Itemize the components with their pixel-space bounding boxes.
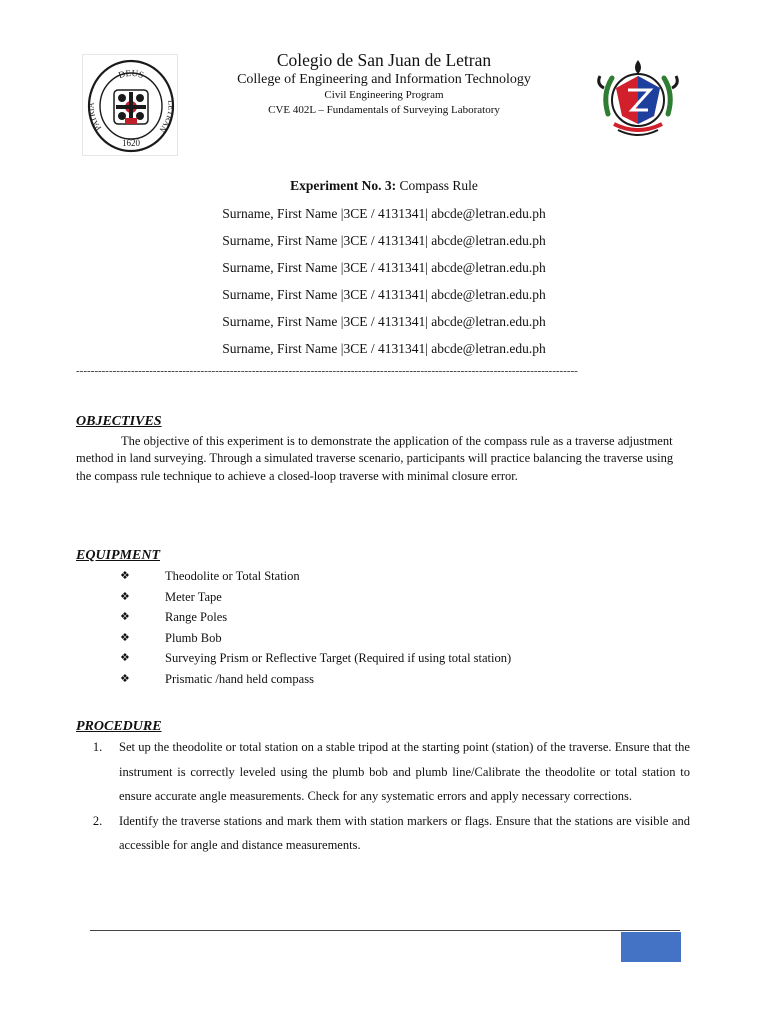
page-number-box xyxy=(621,932,681,962)
course-name: CVE 402L – Fundamentals of Surveying Laboratory xyxy=(268,104,500,116)
dashed-divider: ----------------------------------------------------------------------------------------------------------------------------------------- xyxy=(76,365,578,377)
member-line: Surname, First Name |3CE / 4131341| abcde@letran.edu.ph xyxy=(222,206,546,221)
member-line: Surname, First Name |3CE / 4131341| abcde@letran.edu.ph xyxy=(222,260,546,275)
experiment-label: Experiment No. 3: xyxy=(290,178,397,193)
list-item xyxy=(76,809,690,858)
seal-left-text: PATRIA xyxy=(86,102,104,133)
list-item xyxy=(120,587,511,608)
program-name: Civil Engineering Program xyxy=(324,89,444,101)
experiment-name: Compass Rule xyxy=(396,178,478,193)
equipment-item: Surveying Prism or Reflective Target (Required if using total station) xyxy=(165,651,512,666)
college-department: College of Engineering and Information Technology xyxy=(237,72,531,87)
equipment-item: Plumb Bob xyxy=(165,630,222,645)
equipment-item: Prismatic /hand held compass xyxy=(165,671,314,686)
list-item xyxy=(76,735,690,809)
diamond-bullet-icon: ❖ xyxy=(120,610,130,624)
college-name: Colegio de San Juan de Letran xyxy=(276,50,492,70)
diamond-bullet-icon: ❖ xyxy=(120,671,130,685)
equipment-item: Theodolite or Total Station xyxy=(165,569,300,583)
seal-year: 1620 xyxy=(122,138,140,148)
member-list xyxy=(0,200,768,362)
footer-rule xyxy=(90,930,680,931)
equipment-item: Meter Tape xyxy=(165,589,222,604)
diamond-bullet-icon: ❖ xyxy=(120,630,130,644)
objectives-paragraph: The objective of this experiment is to demonstrate the application of the compass rule as a traverse adjustment method in land surveying. Through a simulated traverse scenario, participants will practice balancing the traverse using the compass rule technique to achieve a closed-loop traverse with minimal closure error. xyxy=(76,434,674,483)
list-item xyxy=(120,628,511,649)
diamond-bullet-icon: ❖ xyxy=(120,569,130,582)
list-item xyxy=(120,648,511,669)
equipment-item: Range Poles xyxy=(165,610,228,625)
list-item xyxy=(120,607,511,628)
objectives-heading: OBJECTIVES xyxy=(76,414,162,429)
diamond-bullet-icon: ❖ xyxy=(120,651,130,665)
seal-top-text: DEUS xyxy=(117,67,146,81)
seal-right-text: LETRAN xyxy=(157,99,176,135)
diamond-bullet-icon: ❖ xyxy=(120,589,130,603)
procedure-list xyxy=(76,735,690,858)
list-item xyxy=(120,669,511,690)
equipment-list xyxy=(120,566,511,690)
member-line: Surname, First Name |3CE / 4131341| abcde@letran.edu.ph xyxy=(222,314,546,329)
member-line: Surname, First Name |3CE / 4131341| abcde@letran.edu.ph xyxy=(222,341,546,356)
member-line: Surname, First Name |3CE / 4131341| abcde@letran.edu.ph xyxy=(222,287,546,302)
step-text: Identify the traverse stations and mark them with station markers or flags. Ensure that the stations are visible and accessible for angle and distance measurements. xyxy=(119,813,690,853)
step-text: Set up the theodolite or total station on a stable tripod at the starting point (station) of the traverse. Ensure that the instrument is correctly leveled using the plumb bob and plumb line/Calibrate the theodolite or total station to ensure accurate angle measurements. Check for any systematic errors and apply necessary corrections. xyxy=(119,740,690,804)
step-number: 2. xyxy=(92,813,103,828)
procedure-heading: PROCEDURE xyxy=(76,719,162,734)
equipment-heading: EQUIPMENT xyxy=(76,548,161,563)
member-line: Surname, First Name |3CE / 4131341| abcde@letran.edu.ph xyxy=(222,233,546,248)
experiment-title xyxy=(0,178,768,194)
step-number: 1. xyxy=(92,740,103,754)
list-item xyxy=(120,566,511,587)
